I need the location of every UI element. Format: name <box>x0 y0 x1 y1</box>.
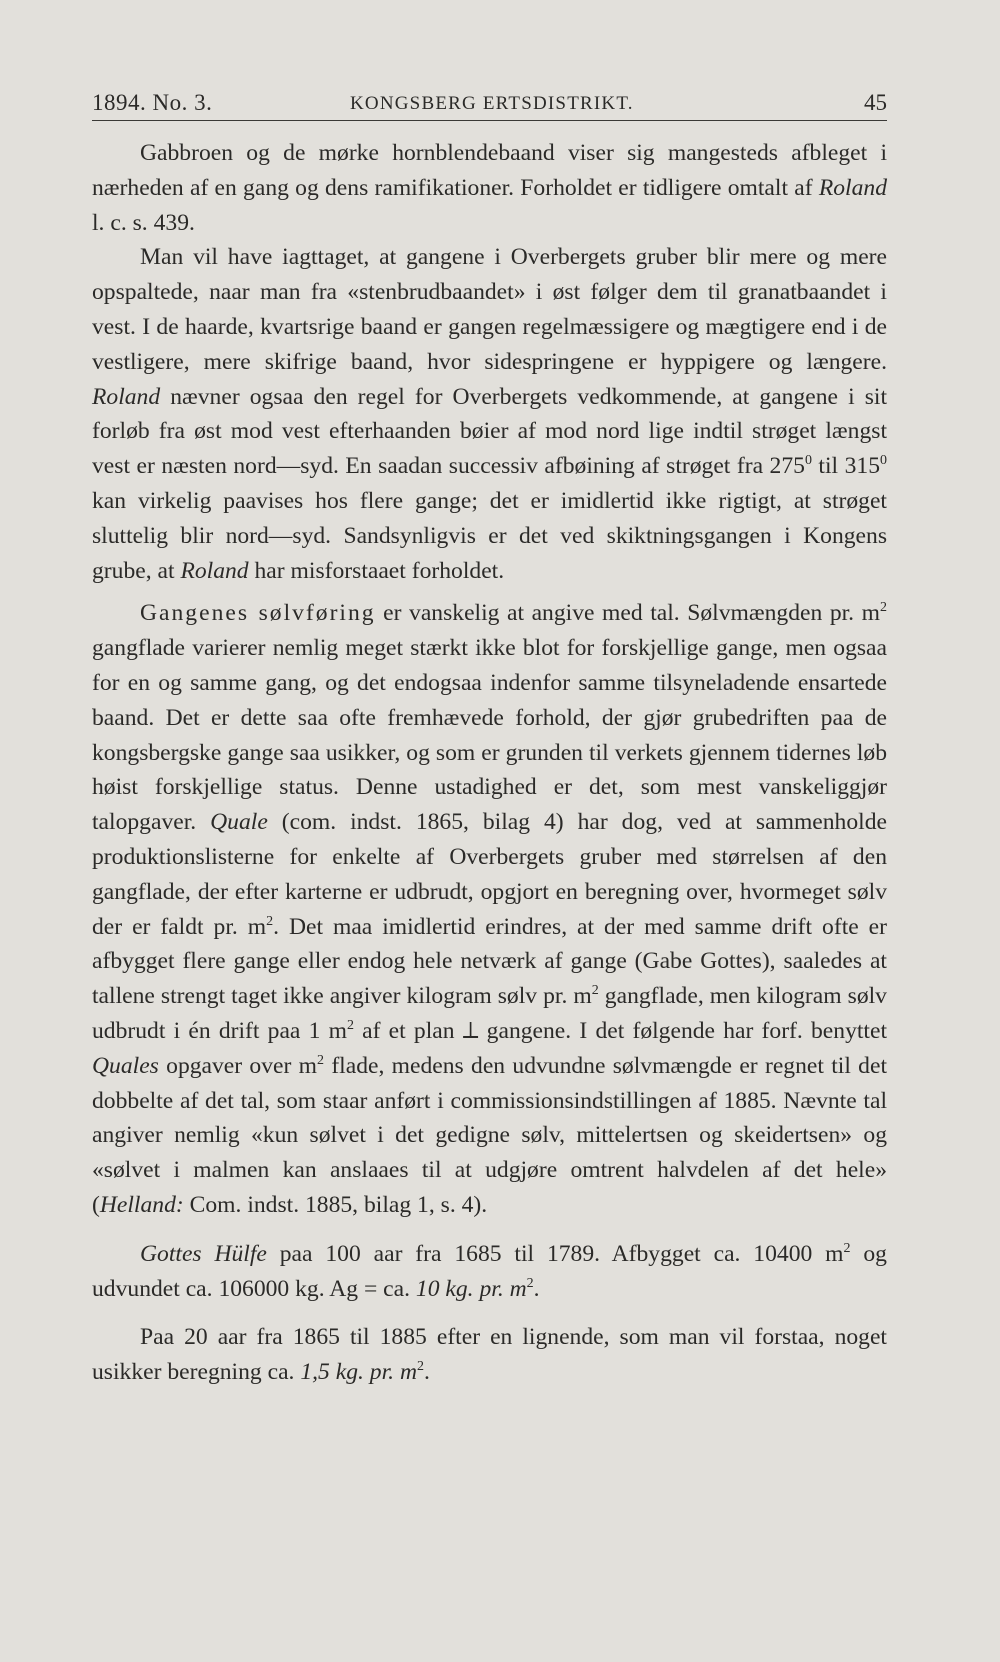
author-name: Roland <box>818 174 887 201</box>
author-name: Helland: <box>99 1191 184 1218</box>
paragraph-4: Gottes Hülfe paa 100 aar fra 1685 til 1789. Afbygget ca. 10400 $m^2$ og udvundet ca. 106000 kg. Ag = ca. 10 kg. pr. $m^2$. <box>92 1240 887 1302</box>
yield-value: 10 kg. pr. m <box>415 1275 527 1302</box>
paragraph-2: Man vil have iagttaget, at gangene i Overbergets gruber blir mere og mere opspaltede, naar man fra «stenbrudbaandet» i øst følger dem til granatbaandet i vest. I de haarde, kvartsrige baand er gangen regelmæssigere og mægtigere end i de vestligere, mere skifrige baand, hvor sidespringene er hyppigere og længere. Roland nævner ogsaa den regel for Overbergets vedkommende, at gangene i sit forløb fra øst mod vest efterhaanden bøier af mod nord lige indtil strøget længst vest er næsten nord—syd. En saadan successiv afbøining af strøget fra $275^0$ til $315^0$ kan virkelig paavises hos flere gange; det er imidlertid ikke rigtigt, at strøget sluttelig blir nord—syd. Sandsynligvis er det ved skiktningsgangen i Kongens grube, at Roland har misforstaaet forholdet. <box>92 244 887 584</box>
page-number: 45 <box>864 90 887 115</box>
paragraph-3: Gangenes sølvføring er vanskelig at angive med tal. Sølvmængden pr. $m^2$ gangflade varierer nemlig meget stærkt ikke blot for forskjellige gange, men ogsaa for en og samme gang, og det endogsaa indenfor samme tilsyneladende ensartede baand. Det er dette saa ofte fremhævede forhold, der gjør grubedriften paa de kongsbergske gange saa usikker, og som er grunden til verkets gjennem tidernes løb høist forskjellige status. Denne ustadighed er det, som mest vanskeliggjør talopgaver. Quale (com. indst. 1865, bilag 4) har dog, ved at sammenholde produktionslisterne for enkelte af Overbergets gruber med størrelsen af den gangflade, der efter karterne er udbrudt, opgjort en beregning over, hvormeget sølv der er faldt pr. $m^2$. Det maa imidlertid erindres, at der med samme drift ofte er afbygget flere gange eller endog hele netværk af gange (Gabe Gottes), saaledes at tallene strengt taget ikke angiver kilogram sølv pr. $m^2$ gangflade, men kilogram sølv udbrudt i én drift paa 1 $m^2$ af et plan ⟂ gangene. I det følgende har forf. benyttet Quales opgaver over $m^2$ flade, medens den udvundne sølvmængde er regnet til det dobbelte af det tal, som staar anført i commissionsindstillingen af 1885. Nævnte tal angiver nemlig «kun sølvet i det gedigne sølv, mittelertsen og skeidertsen» og «sølvet i malmen kan anslaaes til at udgjøre omtrent halvdelen af det hele» (Helland: Com. indst. 1885, bilag 1, s. 4). <box>92 600 888 1218</box>
yield-value: 1,5 kg. pr. m <box>300 1359 417 1386</box>
paragraph-1: Gabbroen og de mørke hornblendebaand viser sig mangesteds afbleget i nærheden af en gang og dens ramifikationer. Forholdet er tidligere omtalt af Roland l. c. s. 439. <box>92 140 887 236</box>
author-name: Quales <box>92 1052 159 1079</box>
author-name: Roland <box>180 557 249 584</box>
issue-reference: 1894. No. 3. <box>92 90 213 115</box>
body-text <box>92 136 887 1390</box>
paragraph-5: Paa 20 aar fra 1865 til 1885 efter en lignende, som man vil forstaa, noget usikker beregning ca. 1,5 kg. pr. $m^2$. <box>92 1324 887 1386</box>
spaced-heading: Gangenes sølvføring <box>140 600 376 627</box>
author-name: Quale <box>210 809 268 836</box>
mine-name: Gottes Hülfe <box>140 1240 267 1267</box>
degree-mark: 0 <box>804 453 812 469</box>
running-header <box>92 80 887 121</box>
degree-mark: 0 <box>880 453 887 469</box>
running-title: KONGSBERG ERTSDISTRIKT. <box>350 93 634 114</box>
author-name: Roland <box>92 383 161 410</box>
